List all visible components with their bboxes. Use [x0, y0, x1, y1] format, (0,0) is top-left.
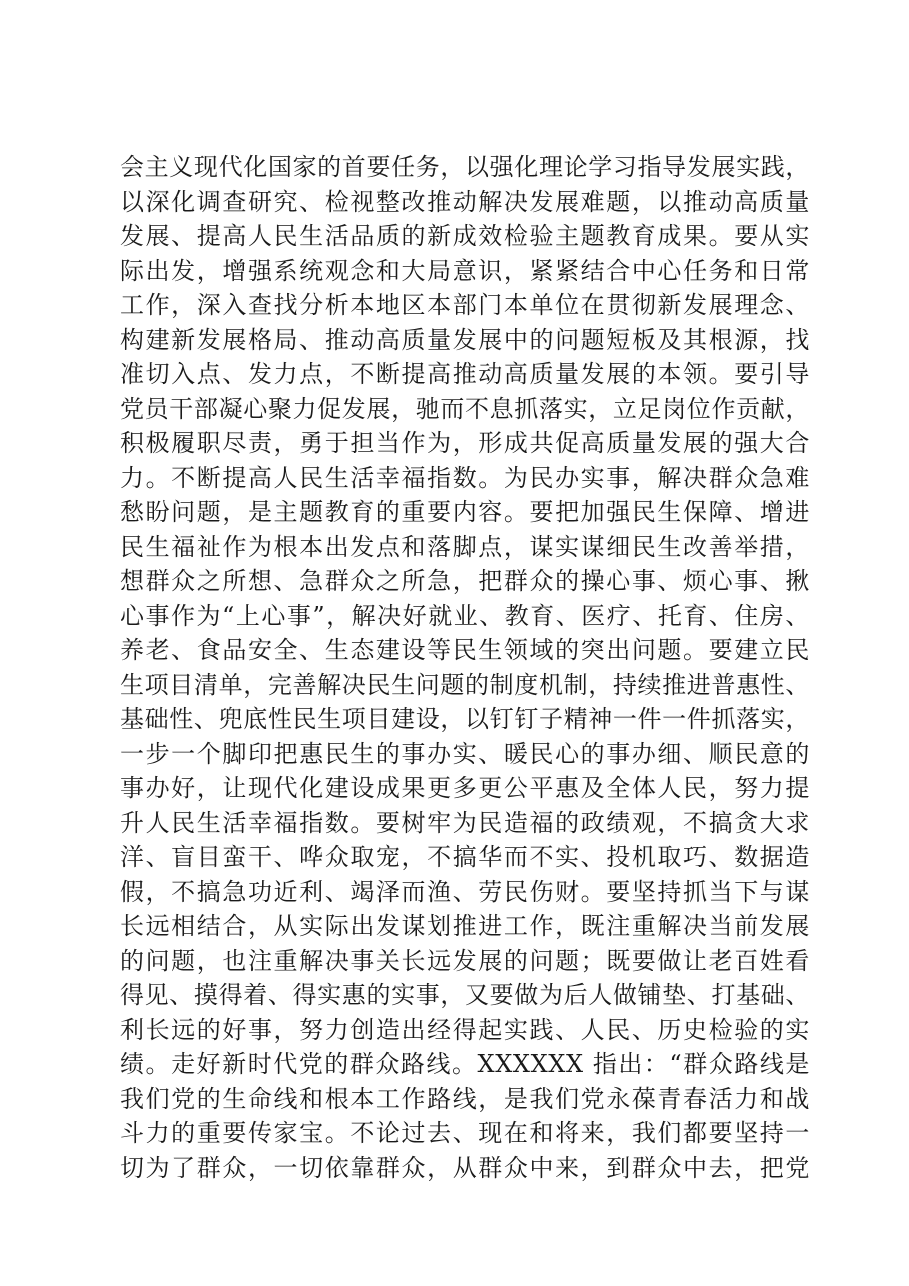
body-text	[120, 150, 810, 1185]
text-line: 养老、食品安全、生态建设等民生领域的突出问题。要建立民	[120, 636, 810, 664]
text-line: 力。不断提高人民生活幸福指数。为民办实事，解决群众急难	[120, 463, 810, 492]
text-line: 绩。走好新时代党的群众路线。XXXXXX 指出：“群众路线是	[120, 1050, 810, 1078]
text-line: 长远相结合，从实际出发谋划推进工作，既注重解决当前发展	[120, 912, 810, 940]
text-line: 发展、提高人民生活品质的新成效检验主题教育成果。要从实	[120, 222, 810, 250]
text-line: 工作，深入查找分析本地区本部门本单位在贯彻新发展理念、	[120, 291, 810, 319]
text-line: 积极履职尽责，勇于担当作为，形成共促高质量发展的强大合	[120, 429, 810, 457]
text-line: 民生福祉作为根本出发点和落脚点，谋实谋细民生改善举措，	[120, 532, 810, 561]
text-line: 基础性、兜底性民生项目建设，以钉钉子精神一件一件抓落实，	[120, 705, 810, 733]
text-line: 的问题，也注重解决事关长远发展的问题；既要做让老百姓看	[120, 946, 810, 975]
text-line: 利长远的好事，努力创造出经得起实践、人民、历史检验的实	[120, 1015, 810, 1044]
text-line: 想群众之所想、急群众之所急，把群众的操心事、烦心事、揪	[120, 567, 810, 595]
text-line: 际出发，增强系统观念和大局意识，紧紧结合中心任务和日常	[120, 256, 810, 285]
text-line: 得见、摸得着、得实惠的实事，又要做为后人做铺垫、打基础、	[120, 981, 810, 1009]
text-line: 准切入点、发力点，不断提高推动高质量发展的本领。要引导	[120, 360, 810, 388]
text-line: 愁盼问题，是主题教育的重要内容。要把加强民生保障、增进	[120, 498, 810, 526]
text-line: 升人民生活幸福指数。要树牢为民造福的政绩观，不搞贪大求	[120, 808, 810, 837]
text-line: 生项目清单，完善解决民生问题的制度机制，持续推进普惠性、	[120, 670, 810, 699]
text-line: 一步一个脚印把惠民生的事办实、暖民心的事办细、顺民意的	[120, 739, 810, 768]
text-line: 构建新发展格局、推动高质量发展中的问题短板及其根源，找	[120, 325, 810, 354]
text-line: 党员干部凝心聚力促发展，驰而不息抓落实，立足岗位作贡献，	[120, 394, 810, 423]
text-line: 切为了群众，一切依靠群众，从群众中来，到群众中去，把党	[120, 1153, 810, 1182]
text-line: 假，不搞急功近利、竭泽而渔、劳民伤财。要坚持抓当下与谋	[120, 877, 810, 906]
text-line: 以深化调查研究、检视整改推动解决发展难题，以推动高质量	[120, 187, 810, 216]
text-line: 我们党的生命线和根本工作路线，是我们党永葆青春活力和战	[120, 1084, 810, 1113]
text-line: 会主义现代化国家的首要任务，以强化理论学习指导发展实践，	[120, 153, 810, 181]
text-line: 洋、盲目蛮干、哗众取宠，不搞华而不实、投机取巧、数据造	[120, 843, 810, 871]
text-line: 心事作为“上心事”，解决好就业、教育、医疗、托育、住房、	[120, 601, 810, 630]
text-line: 事办好，让现代化建设成果更多更公平惠及全体人民，努力提	[120, 774, 810, 802]
text-line: 斗力的重要传家宝。不论过去、现在和将来，我们都要坚持一	[120, 1119, 810, 1147]
